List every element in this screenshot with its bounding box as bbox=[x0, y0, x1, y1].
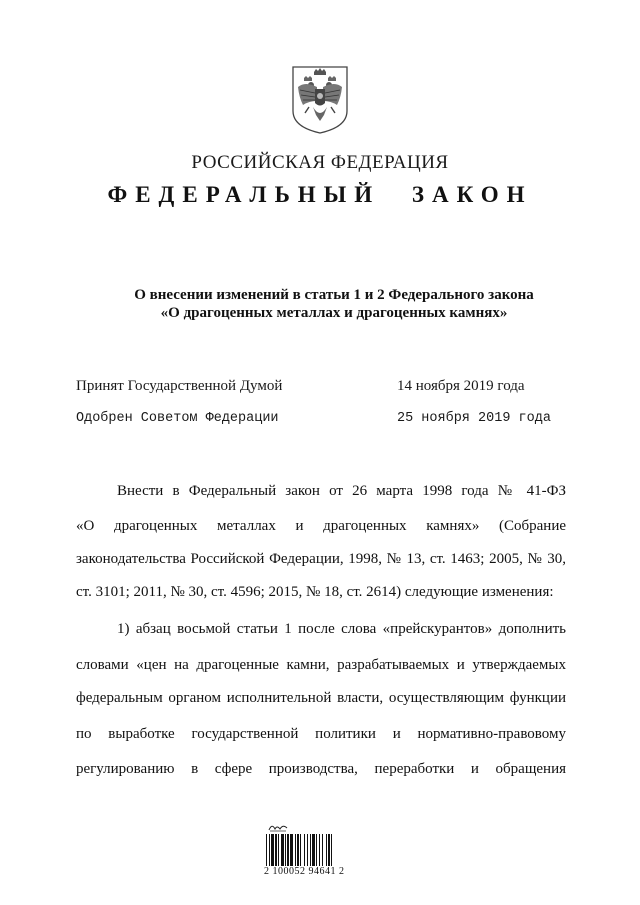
barcode-bar bbox=[281, 834, 284, 866]
barcode-bar bbox=[278, 834, 279, 866]
barcode-bar bbox=[271, 834, 274, 866]
barcode-bar bbox=[331, 834, 332, 866]
country-name: РОССИЙСКАЯ ФЕДЕРАЦИЯ bbox=[191, 152, 449, 173]
barcode-bar bbox=[316, 834, 317, 866]
barcode-bar bbox=[269, 834, 270, 866]
body-text-line: законодательства Российской Федерации, 1998, № 13, ст. 1463; 2005, № 30, bbox=[76, 551, 566, 567]
barcode-bar bbox=[285, 834, 286, 866]
adoption-date: 14 ноября 2019 года bbox=[397, 378, 525, 394]
body-text-line: «О драгоценных металлах и драгоценных камнях» (Собрание bbox=[76, 518, 566, 534]
barcode-number: 2 100052 94641 2 bbox=[264, 866, 345, 877]
law-title-line-2: «О драгоценных металлах и драгоценных камнях» bbox=[160, 305, 508, 321]
barcode-bar bbox=[297, 834, 299, 866]
barcode-bar bbox=[326, 834, 327, 866]
barcode-bar bbox=[307, 834, 308, 866]
barcode-bar bbox=[312, 834, 315, 866]
barcode-bar bbox=[295, 834, 296, 866]
barcode-bar bbox=[275, 834, 277, 866]
barcode-bar bbox=[322, 834, 323, 866]
document-type: ФЕДЕРАЛЬНЫЙ ЗАКОН bbox=[107, 182, 533, 207]
body-text-line: Внести в Федеральный закон от 26 марта 1998 года № 41-ФЗ bbox=[117, 483, 566, 499]
barcode-icon bbox=[266, 834, 364, 866]
adoption-label: Одобрен Советом Федерации bbox=[76, 411, 279, 426]
barcode-bar bbox=[290, 834, 293, 866]
body-text-line: регулированию в сфере производства, переработки и обращения bbox=[76, 761, 566, 777]
barcode-bar bbox=[304, 834, 305, 866]
law-title-line-1: О внесении изменений в статьи 1 и 2 Федерального закона bbox=[134, 287, 534, 303]
body-text-line: словами «цен на драгоценные камни, разрабатываемых и утверждаемых bbox=[76, 657, 566, 673]
barcode-bar bbox=[319, 834, 320, 866]
body-text-line: по выработке государственной политики и нормативно-правовому bbox=[76, 726, 566, 742]
signature-mark-icon bbox=[268, 822, 288, 832]
barcode-bar bbox=[266, 834, 267, 866]
barcode-bar bbox=[310, 834, 311, 866]
barcode-bar bbox=[300, 834, 301, 866]
barcode-bar bbox=[287, 834, 289, 866]
coat-of-arms-icon bbox=[287, 63, 353, 135]
body-text-line: ст. 3101; 2011, № 30, ст. 4596; 2015, № 18, ст. 2614) следующие изменения: bbox=[76, 584, 554, 600]
body-text-line: федеральным органом исполнительной власти, осуществляющим функции bbox=[76, 690, 566, 706]
body-text-line: 1) абзац восьмой статьи 1 после слова «прейскурантов» дополнить bbox=[117, 621, 566, 637]
document-barcode bbox=[256, 822, 376, 882]
barcode-bar bbox=[328, 834, 330, 866]
adoption-date: 25 ноября 2019 года bbox=[397, 411, 551, 426]
adoption-label: Принят Государственной Думой bbox=[76, 378, 283, 394]
